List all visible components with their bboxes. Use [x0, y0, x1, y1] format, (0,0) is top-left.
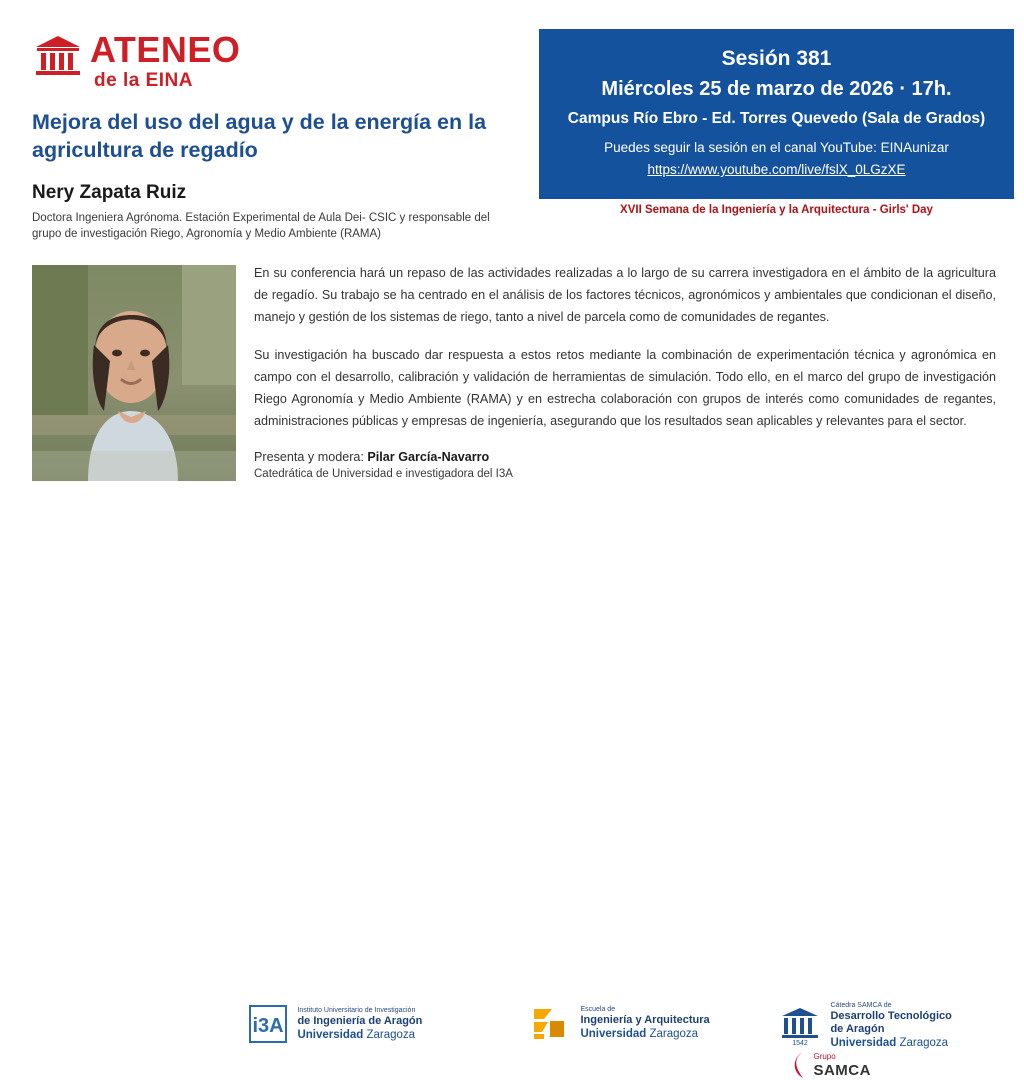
ateneo-logo — [34, 30, 294, 96]
moderator-line — [254, 450, 854, 464]
seal-year-text: 1542 — [792, 1039, 808, 1047]
moderator-role: Catedrática de Universidad e investigadora del I3A — [254, 468, 513, 480]
speaker-name: Nery Zapata Ruiz — [32, 182, 187, 203]
abstract-paragraph-2: Su investigación ha buscado dar respuesta a estos retos mediante la combinación de experimentación técnica y agronómica en campo con el desarrollo, calibración y validación de herramientas de simulación. Todo ello, en el marco del grupo de investigación Riego Agronomía y Medio Ambiente (RAMA) y en estrecha colaboración con grupos de interés como comunidades de regantes, administraciones públicas y empresas de ingeniería, asegurando que los resultados sean aplicables y relevantes para el sector. — [254, 348, 996, 428]
logo-i3a — [249, 1005, 422, 1043]
abstract-paragraph-1: En su conferencia hará un repaso de las actividades realizadas a lo largo de su carrera investigadora en el ámbito de la agricultura de regadío. Su trabajo se ha centrado en el análisis de los factores técnicos, agronómicos y ambientales que condicionan el diseño, manejo y gestión de los sistemas de riego, tanto a nivel de parcela como de comunidades de regantes. — [254, 266, 996, 324]
week-event-note: XVII Semana de la Ingeniería y la Arquitectura - Girls' Day — [620, 204, 933, 216]
eina-uz-thin: Zaragoza — [649, 1028, 699, 1040]
svg-text:i3A: i3A — [252, 1015, 284, 1037]
catedra-line3: de Aragón — [830, 1023, 885, 1035]
catedra-uz-thin: Zaragoza — [899, 1037, 949, 1049]
footer-logos — [0, 497, 1024, 1079]
samca-name: SAMCA — [813, 1061, 871, 1079]
eina-uz-bold: Universidad — [580, 1028, 647, 1040]
i3a-uz-bold: Universidad — [297, 1029, 364, 1041]
bottom-spacer — [0, 566, 1024, 574]
session-date: Miércoles 25 de marzo de 2026 · 17h. — [601, 78, 952, 100]
i3a-mark-icon — [249, 1015, 291, 1037]
moderator-name: Pilar García-Navarro — [367, 450, 490, 464]
classical-building-icon — [34, 34, 82, 78]
session-info-box — [539, 29, 1014, 199]
samca-group-label: Grupo — [813, 1051, 836, 1061]
samca-mark-icon — [790, 1056, 810, 1073]
session-youtube-link[interactable]: https://www.youtube.com/live/fslX_0LGzXE — [647, 162, 906, 177]
session-location: Campus Río Ebro - Ed. Torres Quevedo (Sala de Grados) — [567, 110, 986, 127]
ateneo-logo-text: ATENEO — [90, 29, 241, 70]
i3a-line2: de Ingeniería de Aragón — [297, 1015, 423, 1027]
talk-title: Mejora del uso del agua y de la energía en la agricultura de regadío — [32, 110, 487, 162]
catedra-line1: Cátedra SAMCA de — [830, 1002, 892, 1009]
abstract-text — [254, 262, 996, 448]
i3a-uz-thin: Zaragoza — [366, 1029, 416, 1041]
speaker-photo — [32, 265, 236, 481]
speaker-affiliation: Doctora Ingeniera Agrónoma. Estación Experimental de Aula Dei- CSIC y responsable del grupo de investigación Riego, Agronomía y Medio Ambiente (RAMA) — [32, 212, 490, 240]
session-number: Sesión 381 — [721, 47, 832, 70]
moderator-prefix: Presenta y modera: — [254, 450, 364, 464]
i3a-line1: Instituto Universitario de Investigación — [297, 1007, 416, 1014]
eina-line2: Ingeniería y Arquitectura — [580, 1014, 710, 1026]
eina-mark-icon — [530, 1014, 574, 1031]
catedra-line2: Desarrollo Tecnológico — [830, 1010, 952, 1022]
unizar-seal-icon — [780, 1017, 824, 1047]
session-stream-note: Puedes seguir la sesión en el canal YouTube: EINAunizar — [604, 140, 949, 155]
catedra-uz-bold: Universidad — [830, 1037, 897, 1049]
logo-eina — [530, 1003, 710, 1043]
eina-line1: Escuela de — [580, 1006, 616, 1013]
ateneo-logo-subtitle: de la EINA — [94, 70, 193, 91]
logo-catedra-samca — [780, 1001, 1024, 1080]
